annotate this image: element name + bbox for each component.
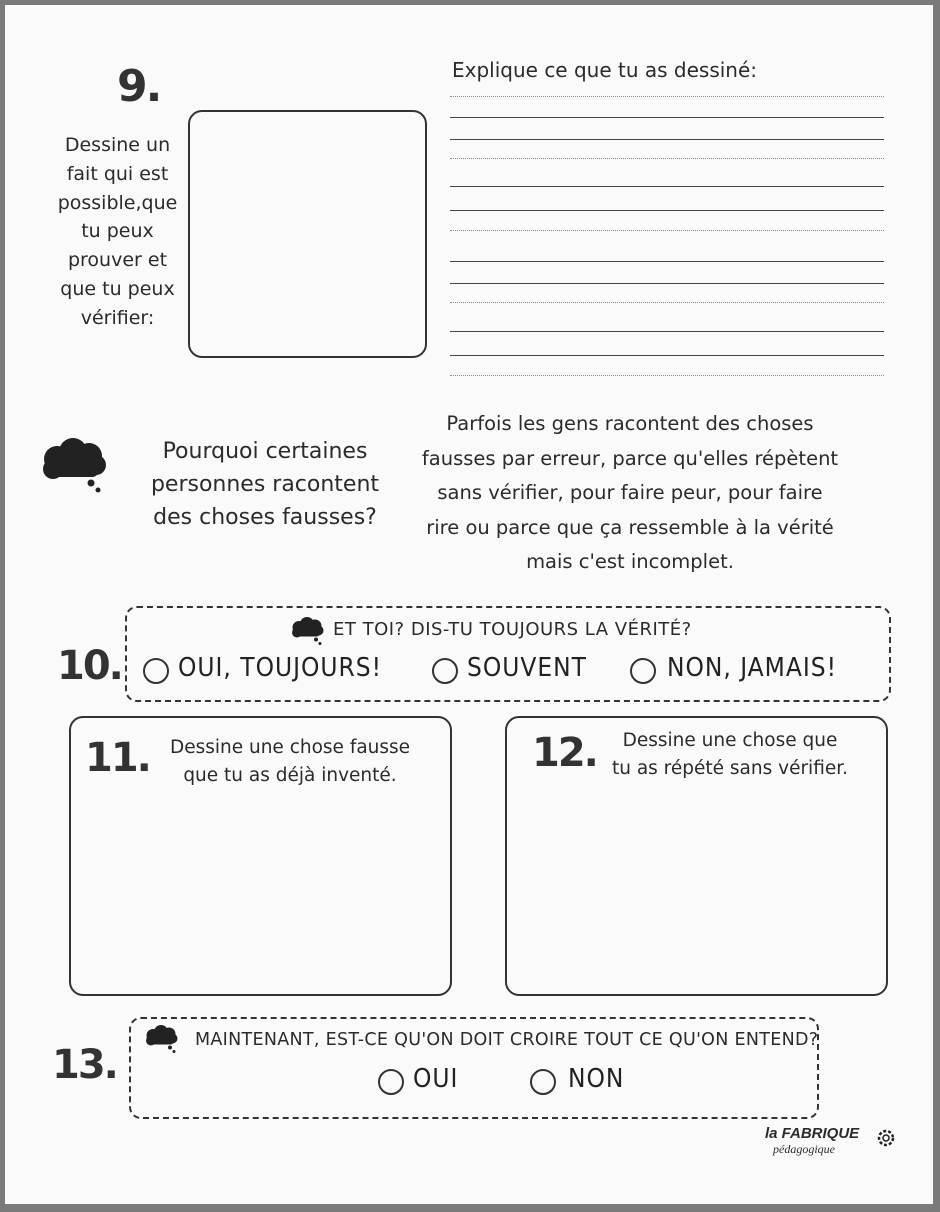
option-souvent-label: SOUVENT [467, 653, 587, 683]
thought-cloud-icon [291, 615, 327, 647]
option-oui-toujours-label: OUI, TOUJOURS! [178, 653, 382, 683]
thought-cloud-icon [41, 437, 113, 495]
option-non-radio[interactable] [530, 1069, 556, 1095]
question-9-number: 9. [117, 61, 161, 112]
question-12-prompt: Dessine une chose que tu as répété sans vérifier. [611, 730, 849, 779]
option-non-jamais-label: NON, JAMAIS! [667, 653, 837, 683]
explain-label: Explique ce que tu as dessiné: [452, 58, 758, 82]
gear-icon [875, 1127, 897, 1149]
question-12-number: 12. [532, 730, 597, 776]
question-10-text: ET TOI? DIS-TU TOUJOURS LA VÉRITÉ? [333, 619, 692, 640]
option-oui-toujours-radio[interactable] [143, 658, 169, 684]
info-answer: Parfois les gens racontent des choses fausses par erreur, parce qu'elles répètent sans vérifier, pour faire peur, pour faire rire ou parce que ça ressemble à la vérité mais c'est incomplet. [421, 412, 839, 573]
option-oui-label: OUI [413, 1064, 459, 1094]
question-10-number: 10. [57, 643, 122, 689]
question-13-number: 13. [52, 1042, 117, 1088]
option-non-label: NON [568, 1064, 625, 1094]
option-non-jamais-radio[interactable] [630, 658, 656, 684]
info-question: Pourquoi certaines personnes racontent des choses fausses? [150, 439, 380, 530]
question-11-prompt: Dessine une chose fausse que tu as déjà inventé. [169, 737, 411, 786]
question-13-text: MAINTENANT, EST-CE QU'ON DOIT CROIRE TOUT CE QU'ON ENTEND? [195, 1030, 819, 1050]
option-souvent-radio[interactable] [432, 658, 458, 684]
fabrique-pedagogique-logo: la FABRIQUE pédagogique [765, 1125, 895, 1157]
thought-cloud-icon [145, 1023, 181, 1055]
question-11-number: 11. [85, 735, 150, 781]
question-9-drawing-box[interactable] [188, 110, 427, 358]
question-9-prompt: Dessine un fait qui est possible,que tu peux prouver et que tu peux vérifier: [57, 134, 178, 329]
option-oui-radio[interactable] [378, 1069, 404, 1095]
worksheet-page [5, 5, 933, 1204]
